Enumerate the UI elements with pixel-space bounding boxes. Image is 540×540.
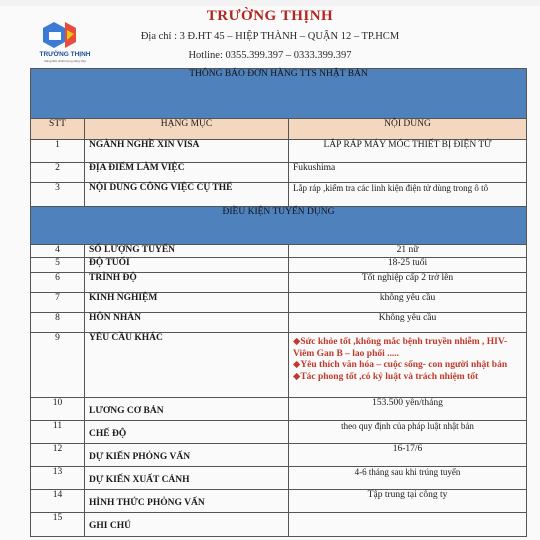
row-content: Fukushima	[289, 163, 527, 183]
row-no: 12	[31, 444, 85, 467]
row-content	[289, 513, 527, 537]
diamond-bullet-icon: ◆	[293, 360, 301, 370]
row-content: Tập trung tại công ty	[289, 490, 527, 513]
conditions-title: ĐIỀU KIỆN TUYỂN DỤNG	[31, 207, 527, 245]
notice-title: THÔNG BÁO ĐƠN HÀNG TTS NHẬT BẢN	[31, 69, 527, 119]
row-no: 5	[31, 258, 85, 273]
table-row-other-requirements	[31, 333, 527, 398]
table-row	[31, 273, 527, 293]
requirement-item	[293, 337, 522, 360]
column-header-row	[31, 119, 527, 140]
row-item: CHẾ ĐỘ	[89, 429, 127, 439]
row-no: 15	[31, 513, 85, 537]
table-row	[31, 421, 527, 444]
col-header-item: HẠNG MỤC	[85, 119, 289, 140]
row-item: KINH NGHIỆM	[85, 293, 289, 313]
requirement-item	[293, 372, 522, 384]
row-no: 6	[31, 273, 85, 293]
row-item: TRÌNH ĐỘ	[85, 273, 289, 293]
conditions-banner-row	[31, 207, 527, 245]
row-content: LẮP RÁP MÁY MÓC THIẾT BỊ ĐIỆN TỬ	[289, 140, 527, 163]
row-item: NỘI DUNG CÔNG VIỆC CỤ THỂ	[85, 183, 289, 207]
diamond-bullet-icon: ◆	[293, 337, 301, 347]
row-item: DỰ KIẾN XUẤT CẢNH	[89, 475, 190, 485]
table-row	[31, 313, 527, 333]
row-content: Lắp ráp ,kiểm tra các linh kiện điện tử dùng trong ô tô	[289, 183, 527, 207]
row-content: 18-25 tuổi	[289, 258, 527, 273]
row-no: 10	[31, 398, 85, 421]
row-item: YÊU CẦU KHÁC	[85, 333, 289, 398]
requirement-text: Sức khỏe tốt ,không mắc bệnh truyền nhiễm , HIV- Viêm Gan B – lao phổi .....	[293, 337, 508, 359]
col-header-content: NỘI DUNG	[289, 119, 527, 140]
requirements-list	[289, 333, 527, 398]
row-item: ĐỘ TUỔI	[85, 258, 289, 273]
row-no: 11	[31, 421, 85, 444]
row-content: 4-6 tháng sau khi trúng tuyển	[289, 467, 527, 490]
row-no: 7	[31, 293, 85, 313]
row-content: Không yêu cầu	[289, 313, 527, 333]
requirement-text: Tác phong tốt ,có kỷ luật và trách nhiệm tốt	[300, 371, 479, 382]
table-row	[31, 490, 527, 513]
company-name: TRƯỜNG THỊNH	[206, 8, 334, 24]
row-no: 8	[31, 313, 85, 333]
row-no: 13	[31, 467, 85, 490]
table-row	[31, 293, 527, 313]
row-no: 14	[31, 490, 85, 513]
row-item: HÔN NHÂN	[85, 313, 289, 333]
logo-wordmark: TRƯỜNG THỊNH	[39, 51, 91, 58]
row-item: ĐỊA ĐIỂM LÀM VIỆC	[85, 163, 289, 183]
row-no: 2	[31, 163, 85, 183]
logo-tagline: Nâng tầm chất lượng sống Việt	[44, 59, 86, 63]
table-row	[31, 444, 527, 467]
requirement-item	[293, 360, 522, 372]
table-row	[31, 163, 527, 183]
row-item: HÌNH THỨC PHỎNG VẤN	[89, 498, 205, 508]
table-row	[31, 513, 527, 537]
row-no: 4	[31, 245, 85, 258]
table-row	[31, 183, 527, 207]
row-content: 21 nữ	[289, 245, 527, 258]
row-item: SỐ LƯỢNG TUYỂN	[85, 245, 289, 258]
table-row	[31, 398, 527, 421]
table-row	[31, 245, 527, 258]
row-content: không yêu cầu	[289, 293, 527, 313]
company-address: Địa chỉ : 3 Đ.HT 45 – HIỆP THÀNH – QUẬN 12 – TP.HCM	[140, 31, 400, 42]
notice-banner-row	[31, 69, 527, 119]
row-item: GHI CHÚ	[89, 521, 131, 531]
col-header-no: STT	[31, 119, 85, 140]
row-no: 3	[31, 183, 85, 207]
row-no: 1	[31, 140, 85, 163]
table-row	[31, 140, 527, 163]
row-item: DỰ KIẾN PHỎNG VẤN	[89, 452, 191, 462]
row-content: theo quy định của pháp luật nhật bản	[289, 421, 527, 444]
order-table	[30, 68, 527, 537]
top-edge	[0, 0, 540, 6]
table-row	[31, 258, 527, 273]
row-item: LƯƠNG CƠ BẢN	[89, 406, 164, 416]
company-hotline: Hotline: 0355.399.397 – 0333.399.397	[188, 50, 352, 61]
row-content: 153.500 yên/tháng	[289, 398, 527, 421]
row-no: 9	[31, 333, 85, 398]
diamond-bullet-icon: ◆	[293, 371, 301, 382]
table-row	[31, 467, 527, 490]
row-item: NGÀNH NGHỀ XIN VISA	[85, 140, 289, 163]
requirement-text: Yêu thích văn hóa – cuộc sống- con người nhật bản	[300, 360, 508, 370]
row-content: Tốt nghiệp cấp 2 trở lên	[289, 273, 527, 293]
row-content: 16-17/6	[289, 444, 527, 467]
